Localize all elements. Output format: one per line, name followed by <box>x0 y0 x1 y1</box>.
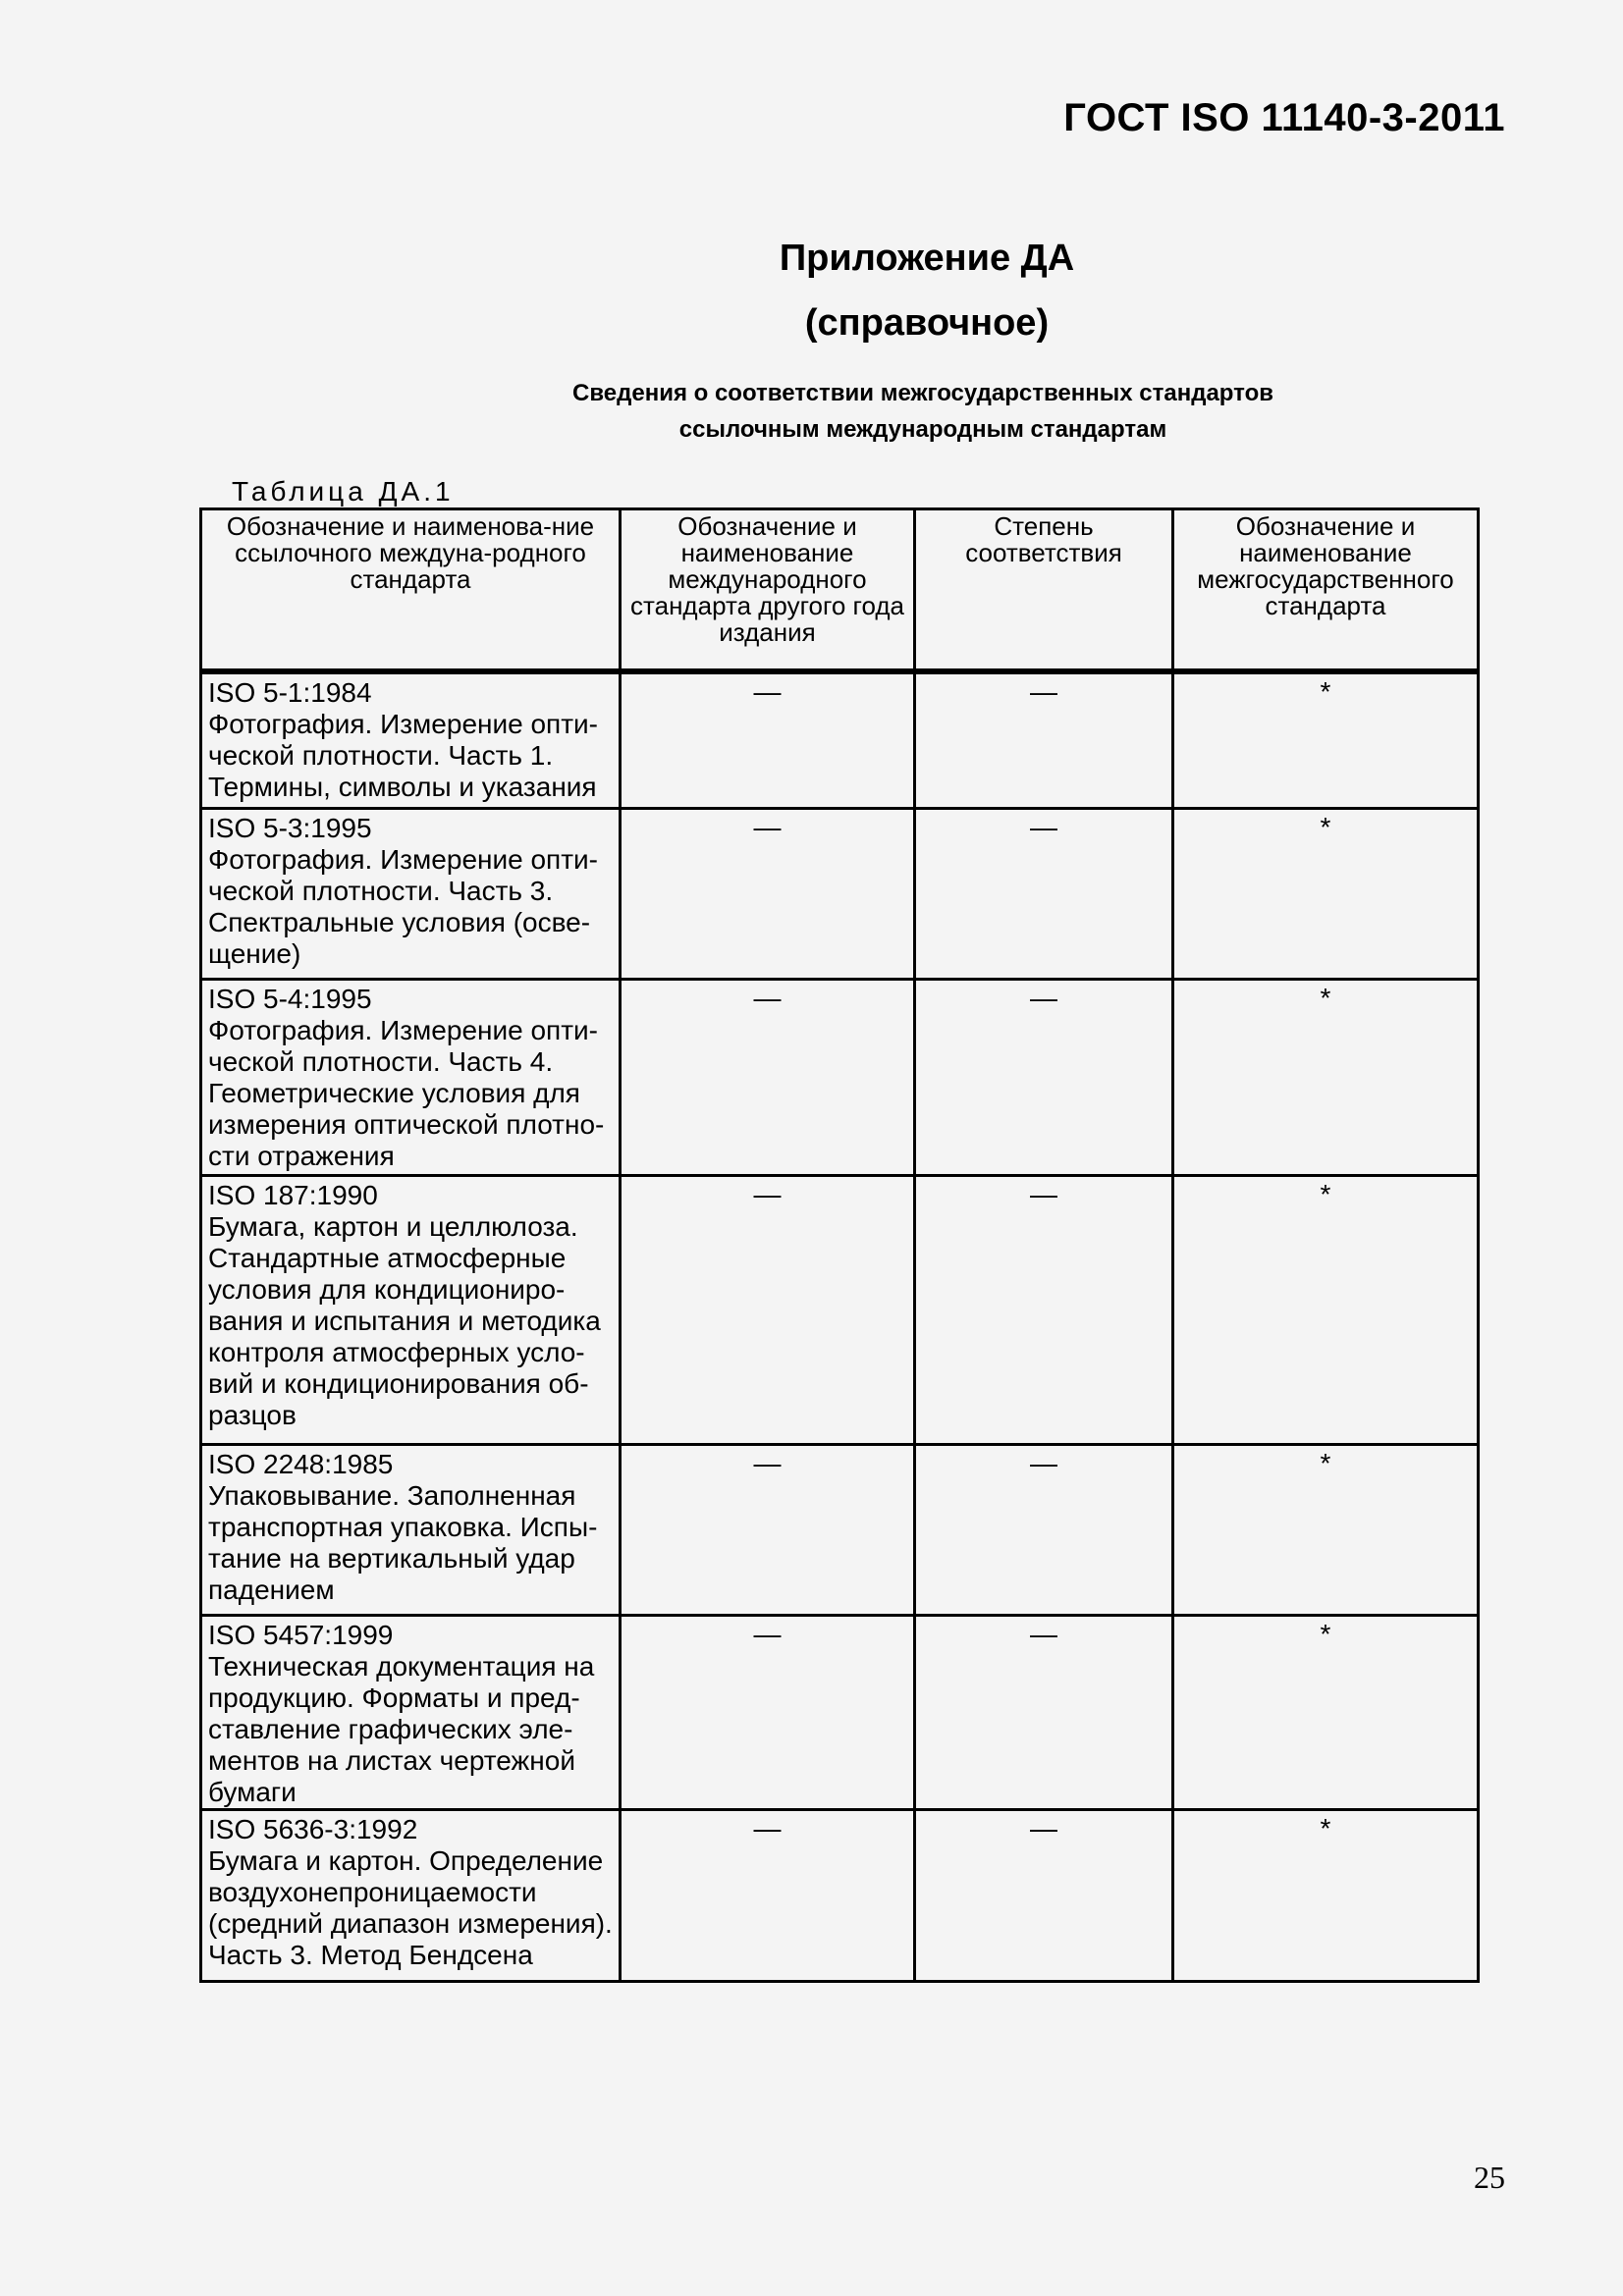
interstate-standard-cell: * <box>1173 1444 1479 1615</box>
table-row <box>201 1809 1479 1981</box>
other-edition-cell: — <box>621 979 915 1175</box>
column-header-degree: Степень соответствия <box>915 509 1173 672</box>
standard-code: ISO 187:1990 <box>208 1179 378 1210</box>
annex-caption-line2: ссылочным международным стандартам <box>678 416 1167 443</box>
standard-cell <box>201 1809 621 1981</box>
table-row <box>201 1615 1479 1809</box>
interstate-standard-cell: * <box>1173 1175 1479 1444</box>
column-header-international-standard: Обозначение и наименова-ние ссылочного междуна-родного стандарта <box>201 509 621 672</box>
standard-title: Фотография. Измерение опти-ческой плотности. Часть 1. Термины, символы и указания <box>208 709 598 802</box>
standard-title: Упаковывание. Заполненная транспортная упаковка. Испы-тание на вертикальный удар падением <box>208 1479 598 1605</box>
other-edition-cell: — <box>621 1175 915 1444</box>
standard-code: ISO 5-3:1995 <box>208 812 372 843</box>
standard-cell <box>201 1175 621 1444</box>
standard-code: ISO 5457:1999 <box>208 1619 394 1650</box>
standard-code: ISO 5636-3:1992 <box>208 1813 418 1844</box>
interstate-standard-cell: * <box>1173 1615 1479 1809</box>
degree-cell: — <box>915 1175 1173 1444</box>
standard-cell <box>201 979 621 1175</box>
table-row <box>201 671 1479 808</box>
interstate-standard-cell: * <box>1173 979 1479 1175</box>
document-code: ГОСТ ISO 11140-3-2011 <box>1063 96 1505 139</box>
table-row <box>201 1175 1479 1444</box>
column-header-interstate-standard: Обозначение и наименование межгосударственного стандарта <box>1173 509 1479 672</box>
page-number: 25 <box>1474 2160 1505 2195</box>
interstate-standard-cell: * <box>1173 1809 1479 1981</box>
standard-cell <box>201 1615 621 1809</box>
standard-code: ISO 5-1:1984 <box>208 677 372 708</box>
degree-cell: — <box>915 1444 1173 1615</box>
other-edition-cell: — <box>621 1444 915 1615</box>
standard-title: Техническая документация на продукцию. Форматы и пред-ставление графических эле-ментов на листах чертежной бумаги <box>208 1650 595 1807</box>
annex-subtitle: (справочное) <box>804 302 1050 344</box>
other-edition-cell: — <box>621 671 915 808</box>
standard-code: ISO 5-4:1995 <box>208 983 372 1014</box>
standard-title: Бумага и картон. Определение воздухонепроницаемости (средний диапазон измерения). Часть 3. Метод Бендсена <box>208 1844 613 1970</box>
table-row <box>201 1444 1479 1615</box>
standard-cell <box>201 1444 621 1615</box>
other-edition-cell: — <box>621 1615 915 1809</box>
degree-cell: — <box>915 1615 1173 1809</box>
degree-cell: — <box>915 1809 1173 1981</box>
annex-title: Приложение ДА <box>779 238 1075 279</box>
standard-title: Фотография. Измерение опти-ческой плотности. Часть 3. Спектральные условия (осве-щение) <box>208 843 598 969</box>
standard-code: ISO 2248:1985 <box>208 1448 394 1479</box>
degree-cell: — <box>915 808 1173 979</box>
standard-title: Фотография. Измерение опти-ческой плотности. Часть 4. Геометрические условия для измерения оптической плотно-сти отражения <box>208 1014 605 1171</box>
interstate-standard-cell: * <box>1173 671 1479 808</box>
degree-cell: — <box>915 979 1173 1175</box>
other-edition-cell: — <box>621 1809 915 1981</box>
interstate-standard-cell: * <box>1173 808 1479 979</box>
other-edition-cell: — <box>621 808 915 979</box>
table-label: Таблица ДА.1 <box>232 476 455 507</box>
annex-caption-line1: Сведения о соответствии межгосударственных стандартов <box>572 380 1273 406</box>
table-header-row <box>201 509 1479 672</box>
standard-cell <box>201 808 621 979</box>
column-header-other-edition: Обозначение и наименование международного стандарта другого года издания <box>621 509 915 672</box>
standards-table <box>199 507 1480 1983</box>
annex-caption <box>412 375 1434 448</box>
table-row <box>201 979 1479 1175</box>
table-row <box>201 808 1479 979</box>
standard-title: Бумага, картон и целлюлоза. Стандартные атмосферные условия для кондициониро-вания и испытания и методика контроля атмосферных усло-вий и кондиционирования об-разцов <box>208 1210 601 1430</box>
standard-cell <box>201 671 621 808</box>
degree-cell: — <box>915 671 1173 808</box>
